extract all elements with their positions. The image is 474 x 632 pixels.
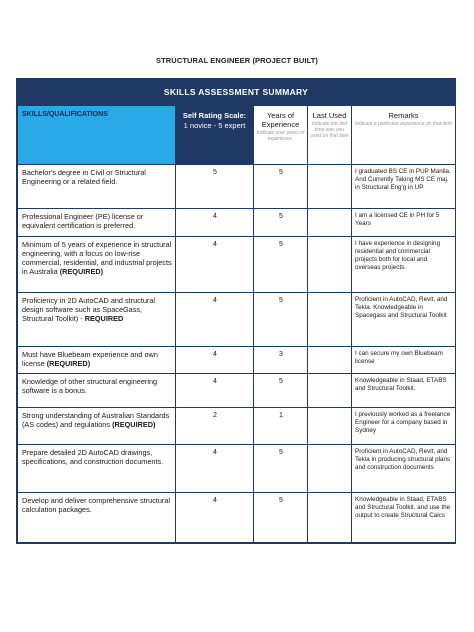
skill-cell bbox=[18, 374, 176, 408]
rating-cell: 2 bbox=[176, 408, 254, 445]
years-cell: 5 bbox=[254, 165, 308, 209]
last-used-header-title: Last Used bbox=[312, 111, 347, 120]
table-row bbox=[18, 165, 456, 209]
remarks-cell: Proficient in AutoCAD, Revit, and Tekla. Knowledgeable in Spacegass and Structural Toolkit bbox=[352, 293, 456, 347]
years-cell: 3 bbox=[254, 347, 308, 374]
remarks-header-hint: Indicate a particular experience on that item bbox=[355, 121, 452, 127]
rating-cell: 5 bbox=[176, 165, 254, 209]
table-row bbox=[18, 493, 456, 543]
required-tag: (REQUIRED) bbox=[46, 359, 91, 368]
required-tag: (REQUIRED) bbox=[59, 267, 104, 276]
years-cell: 5 bbox=[254, 209, 308, 237]
rating-cell: 4 bbox=[176, 374, 254, 408]
skills-header: SKILLS/QUALIFICATIONS bbox=[18, 106, 176, 165]
remarks-cell: Knowledgeable in Staad, ETABS and Structural Toolkit. and use the output to create Structural Calcs bbox=[352, 493, 456, 543]
last-used-cell bbox=[308, 237, 352, 293]
years-header-title: Years of Experience bbox=[261, 111, 300, 129]
last-used-cell bbox=[308, 347, 352, 374]
last-used-cell bbox=[308, 374, 352, 408]
skill-text: Bachelor's degree in Civil or Structural Engineering or a related field. bbox=[22, 168, 146, 186]
header-row bbox=[18, 106, 456, 165]
remarks-cell: I am a licensed CE in PH for 5 Years bbox=[352, 209, 456, 237]
years-cell: 1 bbox=[254, 408, 308, 445]
skill-cell bbox=[18, 445, 176, 493]
last-used-cell bbox=[308, 165, 352, 209]
remarks-cell: I previously worked as a freelance Engineer for a company based in Sydney bbox=[352, 408, 456, 445]
skill-text: Develop and deliver comprehensive structural calculation packages. bbox=[22, 496, 171, 514]
skill-text: Prepare detailed 2D AutoCAD drawings, specifications, and construction documents. bbox=[22, 448, 164, 466]
rating-cell: 4 bbox=[176, 209, 254, 237]
skill-text: Strong understanding of Australian Standards (AS codes) and regulations bbox=[22, 411, 170, 429]
rating-header-scale: 1 novice - 5 expert bbox=[183, 121, 246, 130]
years-header bbox=[254, 106, 308, 165]
last-used-cell bbox=[308, 408, 352, 445]
last-used-cell bbox=[308, 493, 352, 543]
required-tag: (REQUIRED) bbox=[112, 420, 156, 429]
remarks-cell: I have experience in designing residential and commercial projects both for local and overseas projects. bbox=[352, 237, 456, 293]
table-row bbox=[18, 445, 456, 493]
last-used-header bbox=[308, 106, 352, 165]
document-title: STRUCTURAL ENGINEER (PROJECT BUILT) bbox=[156, 56, 318, 65]
table-row bbox=[18, 374, 456, 408]
remarks-cell: Knowledgeable in Staad, ETABS and Structural Toolkit. bbox=[352, 374, 456, 408]
skill-cell bbox=[18, 293, 176, 347]
skill-text: Must have Bluebeam experience and own license bbox=[22, 350, 158, 368]
skill-text: Knowledge of other structural engineering software is a bonus. bbox=[22, 377, 158, 395]
table-row bbox=[18, 347, 456, 374]
skill-text: Proficiency in 2D AutoCAD and structural design software such as SpaceGass, Structural Toolkit) - bbox=[22, 296, 156, 323]
last-used-cell bbox=[308, 293, 352, 347]
rating-cell: 4 bbox=[176, 293, 254, 347]
years-cell: 5 bbox=[254, 293, 308, 347]
remarks-header bbox=[352, 106, 456, 165]
summary-banner: SKILLS ASSESSMENT SUMMARY bbox=[17, 79, 455, 105]
required-tag: REQUIRED bbox=[84, 314, 124, 323]
remarks-cell: I graduated BS CE in PUP Manila. And Currently Taking MS CE maj. in Structural Eng'g in UP bbox=[352, 165, 456, 209]
years-cell: 5 bbox=[254, 493, 308, 543]
rating-cell: 4 bbox=[176, 445, 254, 493]
rating-cell: 4 bbox=[176, 493, 254, 543]
years-header-hint: Indicate your years of experience. bbox=[256, 130, 305, 142]
assessment-sheet bbox=[16, 78, 456, 544]
remarks-cell: Proficient in AutoCAD, Revit, and Tekla in producing structural plans and construction documents bbox=[352, 445, 456, 493]
skill-cell bbox=[18, 493, 176, 543]
skill-text: Minimum of 5 years of experience in structural engineering, with a focus on low-rise commercial, residential, and industrial projects in Australia bbox=[22, 240, 172, 276]
skill-cell bbox=[18, 209, 176, 237]
last-used-cell bbox=[308, 445, 352, 493]
skill-text: Professional Engineer (PE) license or equivalent certification is preferred. bbox=[22, 212, 144, 230]
assessment-table bbox=[17, 105, 456, 543]
last-used-header-hint: Indicate the last time was you used on that item bbox=[310, 121, 349, 139]
table-row bbox=[18, 209, 456, 237]
table-row bbox=[18, 237, 456, 293]
table-row bbox=[18, 408, 456, 445]
skill-cell bbox=[18, 237, 176, 293]
rating-header-title: Self Rating Scale: bbox=[182, 111, 247, 120]
table-row bbox=[18, 293, 456, 347]
rating-cell: 4 bbox=[176, 347, 254, 374]
years-cell: 5 bbox=[254, 445, 308, 493]
rating-cell: 4 bbox=[176, 237, 254, 293]
skill-cell bbox=[18, 165, 176, 209]
remarks-header-title: Remarks bbox=[388, 111, 419, 120]
skill-cell bbox=[18, 408, 176, 445]
last-used-cell bbox=[308, 209, 352, 237]
years-cell: 5 bbox=[254, 237, 308, 293]
years-cell: 5 bbox=[254, 374, 308, 408]
skill-cell bbox=[18, 347, 176, 374]
rating-header bbox=[176, 106, 254, 165]
remarks-cell: I can secure my own Bluebeam license bbox=[352, 347, 456, 374]
